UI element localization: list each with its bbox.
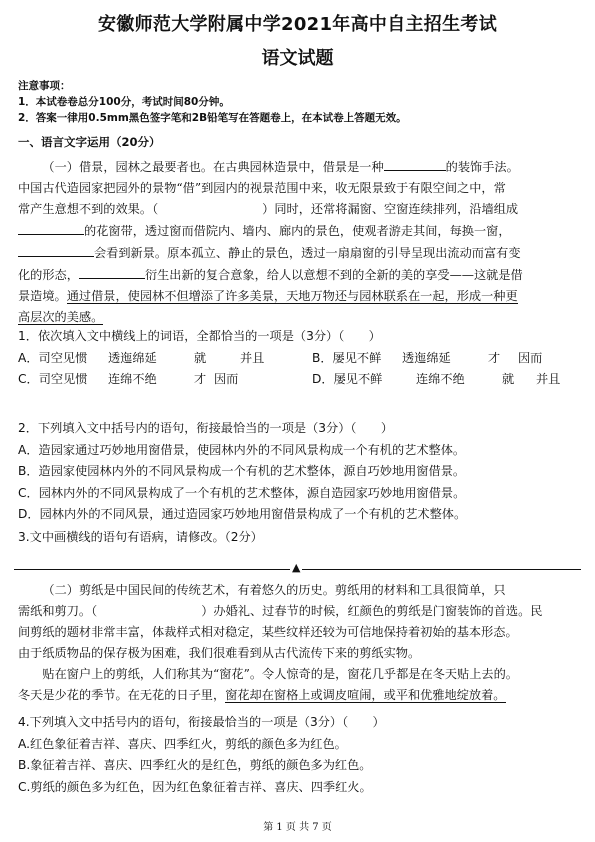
exam-title: 安徽师范大学附属中学2021年高中自主招生考试 xyxy=(98,14,497,35)
question-2-option-c: C．园林内外的不同风景构成了一个有机的艺术整体，源自造园家巧妙地用窗借景。 xyxy=(18,485,466,500)
passage-text: ）办婚礼、过春节的时候，红颜色的剪纸是门窗装饰的首选。民 xyxy=(201,604,543,618)
question-4-stem: 4.下列填入文中括号内的语句，衔接最恰当的一项是（3分）（ ） xyxy=(18,715,385,729)
fill-blank xyxy=(79,264,145,279)
question-4-option-b: B.象征着吉祥、喜庆、四季红火的是红色，剪纸的颜色多为红色。 xyxy=(18,758,372,772)
option-a-label: A．司空见惯 xyxy=(18,350,88,365)
passage-1-line-6 xyxy=(18,264,578,286)
notes-item-2: 2．答案一律用0.5mm黑色签字笔和2B铅笔写在答题卷上，在本试卷上答题无效。 xyxy=(18,112,407,124)
question-2-option-a: A．造园家通过巧妙地用窗借景，使园林内外的不同风景构成一个有机的艺术整体。 xyxy=(18,442,466,457)
question-2-option-b: B．造园家使园林内外的不同风景构成一个有机的艺术整体，源自巧妙地用窗借景。 xyxy=(18,464,466,478)
fill-blank xyxy=(384,156,446,171)
question-3 xyxy=(18,527,578,549)
passage-1-line-7 xyxy=(18,286,578,307)
option-c-word-3: 才 xyxy=(194,372,207,386)
option-b-word-3: 才 xyxy=(488,350,501,365)
underlined-sentence: 窗花却在窗格上或调皮喧闹，或平和优雅地绽放着。 xyxy=(225,688,506,702)
passage-text: 化的形态， xyxy=(18,268,79,282)
passage-text: 衍生出新的复合意象，给人以意想不到的全新的美的享受——这就是借 xyxy=(144,268,523,282)
option-c-word-4: 因而 xyxy=(214,372,239,386)
passage-text: ）同时，还常将漏窗、空窗连续排列，沿墙组成 xyxy=(262,202,519,216)
passage-text: 景造境。 xyxy=(18,289,67,303)
option-c-label: C．司空见惯 xyxy=(18,372,88,386)
passage-text: 需纸和剪刀。（ xyxy=(18,604,98,618)
fill-blank xyxy=(18,242,94,257)
question-1-row-2 xyxy=(18,369,578,391)
question-4 xyxy=(18,712,578,798)
underlined-sentence: 通过借景，使园林不但增添了许多美景，天地万物还与园林联系在一起，形成一种更 xyxy=(66,289,518,303)
fill-blank xyxy=(18,220,84,235)
question-4-option-c: C.剪纸的颜色多为红色，因为红色象征着吉祥、喜庆、四季红火。 xyxy=(18,779,372,794)
page-number: 第 1 页 共 7 页 xyxy=(263,822,332,833)
exam-subtitle: 语文试题 xyxy=(261,48,334,69)
passage-2-line-4: 由于纸质物品的保存极为困难，我们很难看到从古代流传下来的剪纸实物。 xyxy=(18,646,421,660)
question-3-stem: 3.文中画横线的语句有语病，请修改。（2分） xyxy=(18,530,263,544)
question-1-row-1 xyxy=(18,348,578,370)
option-d-word-4: 并且 xyxy=(536,372,561,386)
passage-2-line-5: 贴在窗户上的剪纸，人们称其为“窗花”。令人惊奇的是，窗花几乎都是在冬天贴上去的。 xyxy=(42,667,518,681)
option-a-word-2: 透迤绵延 xyxy=(108,350,157,365)
passage-text: 会看到新景。原本孤立、静止的景色，透过一扇扇窗的引导呈现出流动而富有变 xyxy=(94,246,521,260)
notes-heading: 注意事项： xyxy=(18,80,71,92)
triangle-marker-icon: ▲ xyxy=(292,561,301,574)
passage-text: 的花窗带，透过窗而借院内、墙内、廊内的景色，使观者游走其间，每换一窗， xyxy=(84,224,511,238)
passage-1 xyxy=(18,156,578,328)
passage-1-line-5 xyxy=(18,242,578,264)
option-d-word-2: 连绵不绝 xyxy=(416,372,465,386)
option-d-label: D．屡见不鲜 xyxy=(312,372,383,386)
notes-item-1: 1．本试卷卷总分100分，考试时间80分钟。 xyxy=(18,96,230,108)
option-c-word-2: 连绵不绝 xyxy=(108,372,157,386)
option-d-word-3: 就 xyxy=(502,372,515,386)
passage-2 xyxy=(18,580,578,706)
passage-1-line-3 xyxy=(18,199,578,220)
passage-text: 的装饰手法。 xyxy=(445,160,519,174)
notes-block xyxy=(18,78,407,126)
section-heading: 一、语言文字运用（20分） xyxy=(18,135,161,149)
question-2 xyxy=(18,418,578,526)
passage-1-line-4 xyxy=(18,220,578,242)
passage-1-line-1 xyxy=(18,156,578,178)
passage-1-line-2: 中国古代造园家把园外的景物“借”到园内的视景范围中来，收无限景致于有限空间之中，常 xyxy=(18,181,506,195)
question-2-option-d: D．园林内外的不同风景，通过造园家巧妙地用窗借景构成了一个有机的艺术整体。 xyxy=(18,507,467,521)
question-4-option-a: A.红色象征着吉祥、喜庆、四季红火，剪纸的颜色多为红色。 xyxy=(18,736,347,751)
passage-2-line-6 xyxy=(18,685,578,706)
passage-2-line-1: （二）剪纸是中国民间的传统艺术，有着悠久的历史。剪纸用的材料和工具很简单，只 xyxy=(42,583,506,597)
passage-text: （一）借景，园林之最要者也。在古典园林造景中，借景是一种 xyxy=(42,160,384,174)
option-a-word-3: 就 xyxy=(194,350,207,365)
underlined-sentence: 高层次的美感。 xyxy=(18,310,104,324)
option-b-word-4: 因而 xyxy=(518,350,543,365)
passage-2-line-3: 间剪纸的题材非常丰富，体裁样式相对稳定，某些纹样还较为可信地保持着初始的基本形态。 xyxy=(18,625,518,639)
question-1 xyxy=(18,326,578,391)
passage-text: 冬天是少花的季节。在无花的日子里， xyxy=(18,688,226,702)
passage-1-line-8 xyxy=(18,307,578,328)
option-b-word-2: 透迤绵延 xyxy=(402,350,451,365)
option-b-label: B．屡见不鲜 xyxy=(312,350,382,365)
passage-text: 常产生意想不到的效果。（ xyxy=(18,202,159,216)
question-1-stem: 1．依次填入文中横线上的词语，全都恰当的一项是（3分）（ ） xyxy=(18,329,381,343)
passage-2-line-2 xyxy=(18,601,578,622)
option-a-word-4: 并且 xyxy=(240,350,265,365)
question-2-stem: 2．下列填入文中括号内的语句，衔接最恰当的一项是（3分）（ ） xyxy=(18,421,394,435)
